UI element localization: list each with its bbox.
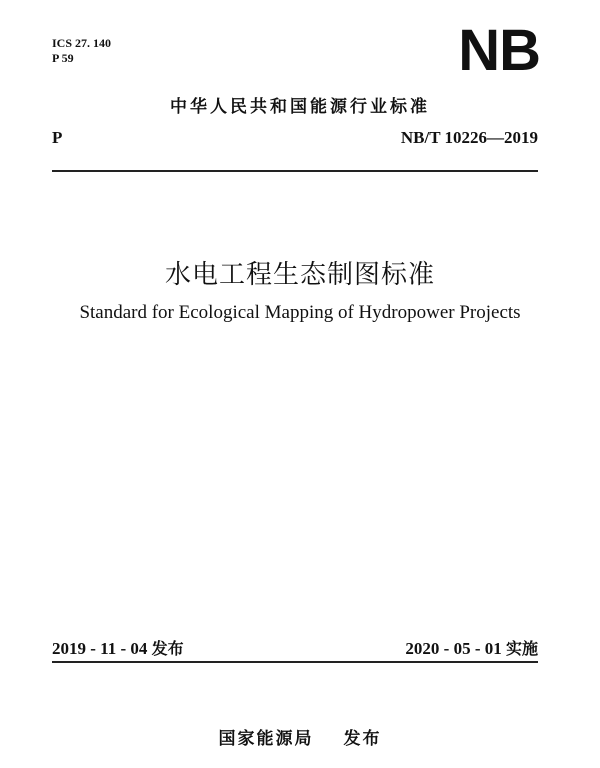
title-english: Standard for Ecological Mapping of Hydropower Projects [79,302,521,323]
issuer-line [0,724,600,749]
classification-codes [52,36,111,66]
header-divider [52,170,538,172]
implement-date-line [405,636,538,659]
industry-title: 中华人民共和国能源行业标准 [170,97,430,117]
title-chinese: 水电工程生态制图标准 [164,260,435,290]
implement-date: 2020 - 05 - 01 [405,639,502,658]
publish-label: 发布 [151,639,184,658]
ics-code: ICS 27. 140 [52,36,112,50]
issuer-name: 国家能源局 [218,729,314,749]
nb-logo: NB [458,18,540,83]
class-code: P 59 [52,51,74,65]
publish-date: 2019 - 11 - 04 [52,639,148,658]
category-letter: P [52,128,63,147]
footer-divider [52,661,538,663]
implement-label: 实施 [505,639,538,658]
standard-number: NB/T 10226—2019 [400,128,538,147]
publish-date-line [52,636,184,659]
issue-label: 发布 [343,729,382,749]
